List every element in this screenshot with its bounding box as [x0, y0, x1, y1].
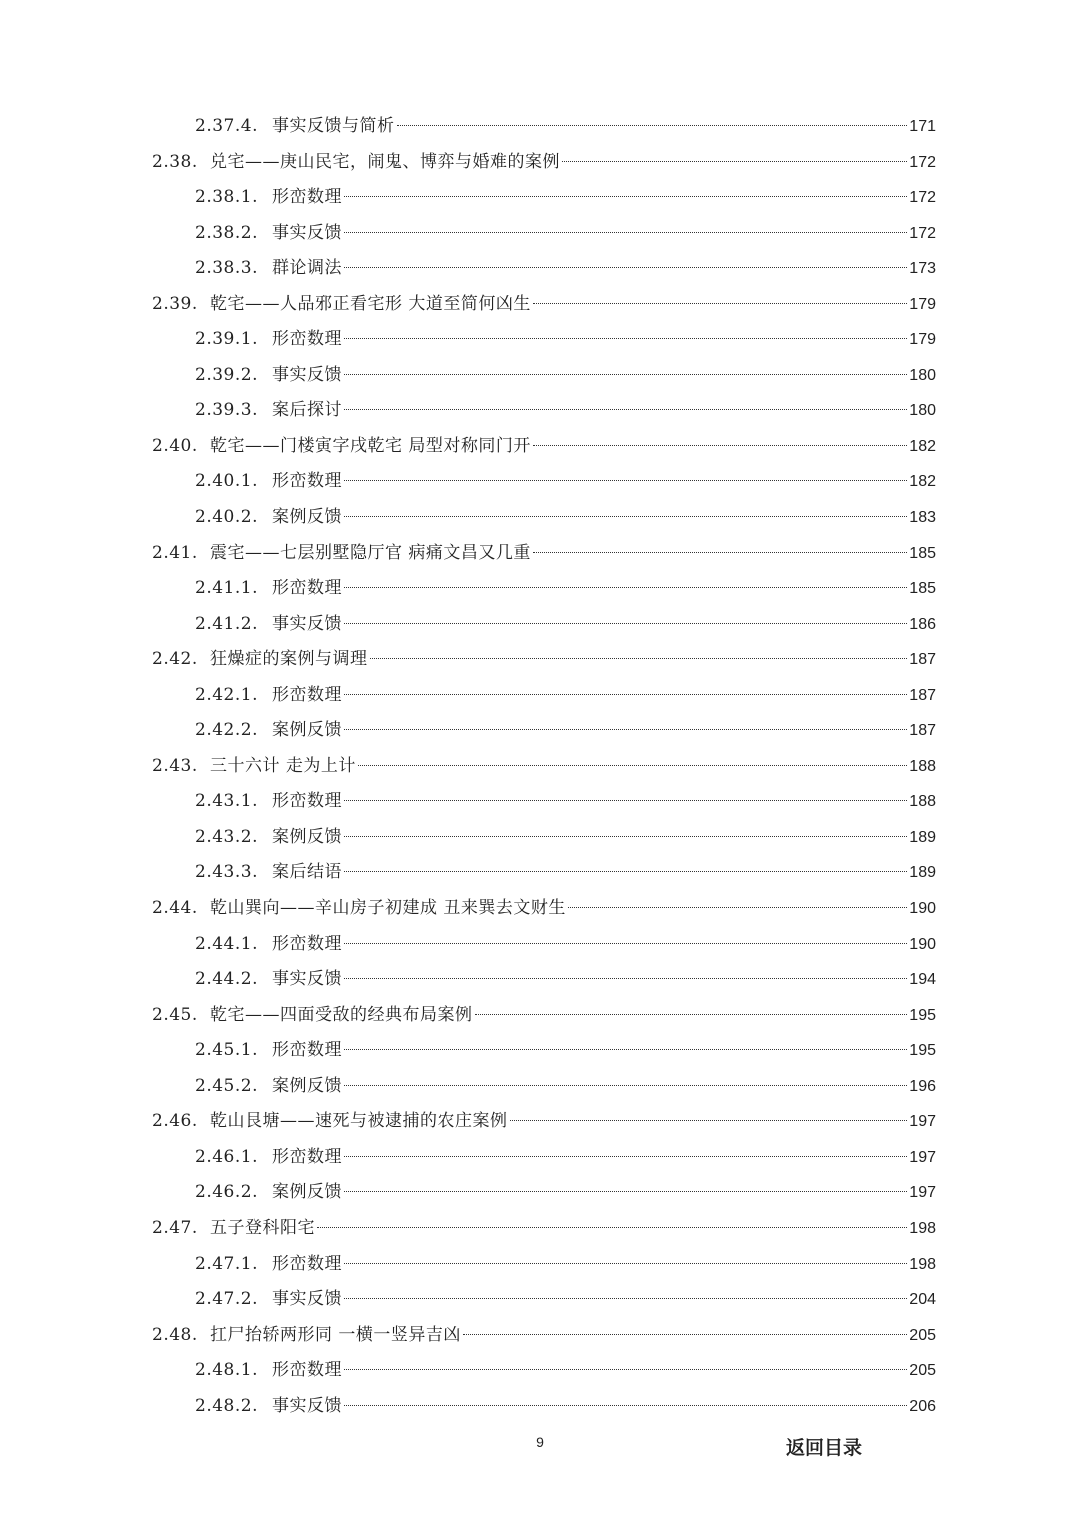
- toc-entry-page-number: 187: [909, 686, 936, 704]
- toc-section-entry[interactable]: [152, 1104, 936, 1140]
- toc-entry-page-number: 182: [909, 437, 936, 455]
- dot-leader: [317, 1227, 907, 1228]
- toc-entry-page-number: 195: [909, 1006, 936, 1024]
- dot-leader: [344, 516, 907, 517]
- toc-entry-number: 2.43.1.: [195, 791, 258, 812]
- toc-entry-number: 2.40.1.: [195, 471, 258, 492]
- toc-subsection-entry[interactable]: [152, 607, 936, 643]
- toc-subsection-entry[interactable]: [152, 1389, 936, 1425]
- toc-subsection-entry[interactable]: [152, 216, 936, 252]
- toc-section-entry[interactable]: [152, 998, 936, 1034]
- toc-subsection-entry[interactable]: [152, 678, 936, 714]
- toc-entry-title: 事实反馈: [272, 364, 342, 385]
- toc-subsection-entry[interactable]: [152, 1282, 936, 1318]
- toc-entry-title: 震宅——七层别墅隐厅官 病痛文昌又几重: [210, 542, 531, 563]
- dot-leader: [397, 125, 908, 126]
- toc-subsection-entry[interactable]: [152, 927, 936, 963]
- toc-section-entry[interactable]: [152, 429, 936, 465]
- toc-entry-number: 2.44.2.: [195, 969, 258, 990]
- dot-leader: [344, 338, 907, 339]
- toc-entry-title: 形峦数理: [272, 187, 342, 208]
- toc-entry-title: 形峦数理: [272, 1146, 342, 1167]
- toc-entry-number: 2.39.3.: [195, 400, 258, 421]
- toc-section-entry[interactable]: [152, 891, 936, 927]
- toc-subsection-entry[interactable]: [152, 962, 936, 998]
- toc-entry-title: 事实反馈: [272, 222, 342, 243]
- toc-entry-page-number: 180: [909, 366, 936, 384]
- toc-entry-number: 2.41.1.: [195, 578, 258, 599]
- toc-entry-page-number: 205: [909, 1326, 936, 1344]
- dot-leader: [344, 871, 907, 872]
- dot-leader: [344, 480, 907, 481]
- toc-section-entry[interactable]: [152, 1211, 936, 1247]
- dot-leader: [344, 409, 907, 410]
- toc-entry-page-number: 183: [909, 509, 936, 527]
- toc-entry-number: 2.42.2.: [195, 720, 258, 741]
- toc-entry-page-number: 182: [909, 473, 936, 491]
- toc-entry-title: 五子登科阳宅: [210, 1217, 315, 1238]
- toc-entry-number: 2.46.1.: [195, 1146, 258, 1167]
- toc-entry-page-number: 196: [909, 1077, 936, 1095]
- toc-entry-page-number: 198: [909, 1255, 936, 1273]
- dot-leader: [533, 303, 907, 304]
- toc-subsection-entry[interactable]: [152, 1069, 936, 1105]
- toc-entry-title: 事实反馈: [272, 1395, 342, 1416]
- toc-section-entry[interactable]: [152, 642, 936, 678]
- dot-leader: [344, 1085, 907, 1086]
- toc-entry-page-number: 205: [909, 1362, 936, 1380]
- toc-subsection-entry[interactable]: [152, 464, 936, 500]
- toc-entry-number: 2.45.1.: [195, 1040, 258, 1061]
- toc-entry-page-number: 197: [909, 1113, 936, 1131]
- toc-subsection-entry[interactable]: [152, 500, 936, 536]
- toc-subsection-entry[interactable]: [152, 1353, 936, 1389]
- toc-entry-page-number: 189: [909, 828, 936, 846]
- toc-entry-title: 形峦数理: [272, 684, 342, 705]
- toc-section-entry[interactable]: [152, 145, 936, 181]
- dot-leader: [344, 836, 907, 837]
- toc-entry-title: 乾山巽向——辛山房子初建成 丑来巽去文财生: [210, 898, 566, 919]
- toc-entry-title: 案例反馈: [272, 507, 342, 528]
- toc-entry-page-number: 187: [909, 651, 936, 669]
- toc-subsection-entry[interactable]: [152, 784, 936, 820]
- toc-entry-number: 2.43.3.: [195, 862, 258, 883]
- toc-entry-page-number: 194: [909, 971, 936, 989]
- toc-entry-title: 群论调法: [272, 258, 342, 279]
- toc-entry-title: 形峦数理: [272, 1360, 342, 1381]
- toc-section-entry[interactable]: [152, 536, 936, 572]
- toc-entry-page-number: 185: [909, 544, 936, 562]
- toc-entry-page-number: 197: [909, 1148, 936, 1166]
- dot-leader: [344, 1298, 907, 1299]
- toc-entry-page-number: 188: [909, 757, 936, 775]
- toc-entry-page-number: 172: [909, 153, 936, 171]
- dot-leader: [510, 1120, 908, 1121]
- toc-entry-page-number: 172: [909, 224, 936, 242]
- toc-entry-number: 2.40.2.: [195, 507, 258, 528]
- toc-entry-title: 形峦数理: [272, 578, 342, 599]
- toc-entry-title: 形峦数理: [272, 329, 342, 350]
- toc-entry-number: 2.41.: [152, 542, 198, 563]
- toc-entry-page-number: 189: [909, 864, 936, 882]
- toc-subsection-entry[interactable]: [152, 322, 936, 358]
- toc-entry-page-number: 187: [909, 722, 936, 740]
- toc-entry-page-number: 195: [909, 1042, 936, 1060]
- toc-entry-number: 2.37.4.: [195, 116, 258, 136]
- toc-entry-page-number: 179: [909, 295, 936, 313]
- dot-leader: [344, 1049, 907, 1050]
- toc-entry-title: 案例反馈: [272, 720, 342, 741]
- toc-entry-number: 2.47.2.: [195, 1289, 258, 1310]
- toc-entry-number: 2.46.2.: [195, 1182, 258, 1203]
- toc-entry-number: 2.48.1.: [195, 1360, 258, 1381]
- toc-entry-number: 2.47.: [152, 1217, 198, 1238]
- dot-leader: [463, 1334, 907, 1335]
- toc-entry-number: 2.48.2.: [195, 1395, 258, 1416]
- dot-leader: [344, 694, 907, 695]
- toc-subsection-entry[interactable]: [152, 1247, 936, 1283]
- toc-entry-title: 狂燥症的案例与调理: [210, 649, 368, 670]
- toc-entry-title: 事实反馈与简析: [272, 116, 395, 136]
- toc-entry-number: 2.47.1.: [195, 1253, 258, 1274]
- toc-subsection-entry[interactable]: [152, 109, 936, 145]
- dot-leader: [344, 587, 907, 588]
- toc-entry-number: 2.45.: [152, 1004, 198, 1025]
- dot-leader: [533, 552, 907, 553]
- toc-entry-title: 形峦数理: [272, 471, 342, 492]
- toc-entry-title: 事实反馈: [272, 613, 342, 634]
- dot-leader: [344, 1263, 907, 1264]
- toc-section-entry[interactable]: [152, 287, 936, 323]
- toc-entry-number: 2.44.1.: [195, 933, 258, 954]
- dot-leader: [344, 1369, 907, 1370]
- toc-entry-page-number: 197: [909, 1184, 936, 1202]
- toc-entry-number: 2.43.2.: [195, 826, 258, 847]
- toc-entry-number: 2.39.2.: [195, 364, 258, 385]
- dot-leader: [344, 978, 907, 979]
- toc-entry-number: 2.44.: [152, 898, 198, 919]
- toc-subsection-entry[interactable]: [152, 571, 936, 607]
- dot-leader: [344, 623, 907, 624]
- toc-entry-page-number: 179: [909, 331, 936, 349]
- dot-leader: [344, 1191, 907, 1192]
- toc-subsection-entry[interactable]: [152, 855, 936, 891]
- toc-entry-page-number: 204: [909, 1291, 936, 1309]
- toc-entry-title: 乾宅——人品邪正看宅形 大道至简何凶生: [210, 293, 531, 314]
- toc-subsection-entry[interactable]: [152, 358, 936, 394]
- dot-leader: [344, 800, 907, 801]
- toc-entry-title: 形峦数理: [272, 791, 342, 812]
- dot-leader: [344, 267, 907, 268]
- toc-entry-page-number: 190: [909, 935, 936, 953]
- toc-entry-number: 2.39.1.: [195, 329, 258, 350]
- toc-entry-title: 乾宅——门楼寅字戌乾宅 局型对称同门开: [210, 435, 531, 456]
- toc-entry-number: 2.42.1.: [195, 684, 258, 705]
- toc-entry-number: 2.46.: [152, 1111, 198, 1132]
- toc-entry-title: 兑宅——庚山民宅，闹鬼、博弈与婚难的案例: [210, 151, 560, 172]
- toc-entry-title: 案后结语: [272, 862, 342, 883]
- toc-entry-title: 乾宅——四面受敌的经典布局案例: [210, 1004, 473, 1025]
- dot-leader: [344, 1156, 907, 1157]
- toc-entry-page-number: 198: [909, 1219, 936, 1237]
- toc-entry-number: 2.38.3.: [195, 258, 258, 279]
- dot-leader: [344, 1405, 907, 1406]
- toc-entry-title: 形峦数理: [272, 933, 342, 954]
- toc-entry-page-number: 171: [909, 118, 936, 135]
- toc-section-entry[interactable]: [152, 749, 936, 785]
- toc-subsection-entry[interactable]: [152, 713, 936, 749]
- dot-leader: [344, 374, 907, 375]
- dot-leader: [475, 1014, 908, 1015]
- dot-leader: [568, 907, 907, 908]
- toc-entry-title: 事实反馈: [272, 969, 342, 990]
- toc-entry-number: 2.38.1.: [195, 187, 258, 208]
- toc-entry-title: 乾山艮塘——速死与被逮捕的农庄案例: [210, 1111, 508, 1132]
- dot-leader: [344, 943, 907, 944]
- toc-entry-page-number: 188: [909, 793, 936, 811]
- toc-section-entry[interactable]: [152, 1318, 936, 1354]
- dot-leader: [358, 765, 907, 766]
- toc-entry-title: 案例反馈: [272, 826, 342, 847]
- toc-subsection-entry[interactable]: [152, 393, 936, 429]
- toc-entry-title: 形峦数理: [272, 1253, 342, 1274]
- table-of-contents: [152, 109, 936, 1424]
- toc-entry-title: 案例反馈: [272, 1075, 342, 1096]
- toc-entry-title: 案例反馈: [272, 1182, 342, 1203]
- toc-subsection-entry[interactable]: [152, 180, 936, 216]
- dot-leader: [344, 729, 907, 730]
- toc-entry-page-number: 185: [909, 580, 936, 598]
- toc-entry-page-number: 186: [909, 615, 936, 633]
- toc-subsection-entry[interactable]: [152, 820, 936, 856]
- toc-entry-number: 2.41.2.: [195, 613, 258, 634]
- toc-entry-title: 形峦数理: [272, 1040, 342, 1061]
- toc-entry-number: 2.39.: [152, 293, 198, 314]
- toc-entry-page-number: 172: [909, 189, 936, 207]
- toc-entry-page-number: 190: [909, 900, 936, 918]
- toc-entry-page-number: 206: [909, 1397, 936, 1415]
- toc-entry-title: 扛尸抬轿两形同 一横一竖异吉凶: [210, 1324, 461, 1345]
- toc-entry-title: 事实反馈: [272, 1289, 342, 1310]
- dot-leader: [533, 445, 907, 446]
- dot-leader: [370, 658, 908, 659]
- toc-subsection-entry[interactable]: [152, 251, 936, 287]
- toc-entry-number: 2.43.: [152, 755, 198, 776]
- toc-entry-title: 案后探讨: [272, 400, 342, 421]
- toc-entry-number: 2.38.2.: [195, 222, 258, 243]
- dot-leader: [562, 161, 907, 162]
- toc-entry-page-number: 180: [909, 402, 936, 420]
- back-to-contents-link[interactable]: 返回目录: [786, 1437, 863, 1459]
- dot-leader: [344, 196, 907, 197]
- toc-subsection-entry[interactable]: [152, 1033, 936, 1069]
- toc-entry-number: 2.38.: [152, 151, 198, 172]
- toc-subsection-entry[interactable]: [152, 1175, 936, 1211]
- toc-entry-number: 2.48.: [152, 1324, 198, 1345]
- page-number: 9: [536, 1434, 544, 1450]
- toc-entry-number: 2.40.: [152, 435, 198, 456]
- toc-entry-title: 三十六计 走为上计: [210, 755, 356, 776]
- toc-entry-number: 2.42.: [152, 649, 198, 670]
- dot-leader: [344, 232, 907, 233]
- toc-entry-page-number: 173: [909, 260, 936, 278]
- toc-entry-number: 2.45.2.: [195, 1075, 258, 1096]
- toc-subsection-entry[interactable]: [152, 1140, 936, 1176]
